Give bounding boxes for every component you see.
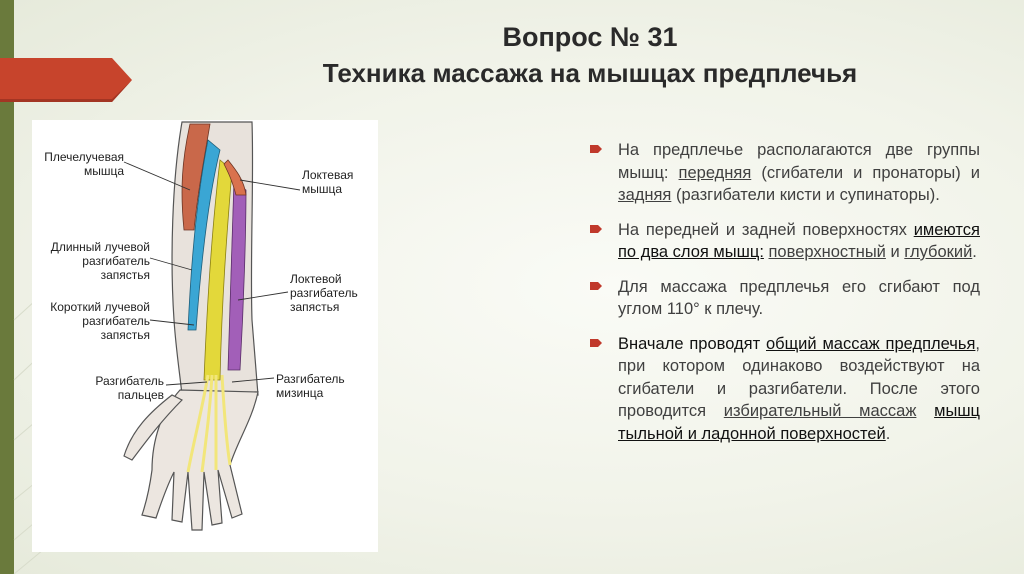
bullet-item [590,139,980,207]
bullet-text-segment: и [885,243,905,261]
label-ecrb-line2: разгибатель [82,314,150,328]
label-ecrl-line1: Длинный лучевой [50,240,150,254]
bullet-text-segment: мышц тыльной и ладонной поверхностей [618,402,980,443]
bullet-text-segment: общий массаж предплечья [765,334,976,353]
bullet-text-segment: избирательный массаж [723,402,917,420]
bullet-text-segment: Для массажа предплечья его сгибают под углом 110° к плечу. [618,277,980,318]
label-anconeus-line1: Локтевая [302,168,354,182]
forearm-muscles-figure [32,120,378,552]
label-edc-line1: Разгибатель [95,374,164,388]
bullet-arrow-icon [590,142,604,156]
label-ecrl [32,240,150,282]
bullet-text-segment: . [885,424,891,443]
bullet-text-segment: (сгибатели и пронаторы) и [751,163,980,182]
label-edc-line2: пальцев [117,388,164,402]
bullet-arrow-icon [590,336,604,350]
bullet-item [590,333,980,446]
bullet-text-segment: (разгибатели кисти и супинаторы). [671,186,940,204]
bullet-text-segment: глубокий [904,243,973,261]
label-brachioradialis-line1: Плечелучевая [44,150,124,164]
bullet-text-segment: , при котором одинаково воздействуют на сгибатели и разгибатели. После этого проводится [618,334,980,420]
label-edm [276,372,378,400]
title-question-number: Вопрос № 31 [502,22,678,52]
label-anconeus [302,168,378,196]
slide-title [240,18,940,90]
bullet-text-segment: Вначале проводят [618,334,766,353]
bullet-arrow-icon [590,222,604,236]
bullet-text-segment: имеются по два слоя мышц: [618,220,980,261]
label-ecrb-line3: запястья [100,328,150,342]
title-topic: Техника массажа на мышцах предплечья [322,58,858,88]
bullet-text-segment: задняя [618,186,672,204]
bullet-item [590,219,980,264]
bullet-list [590,139,980,457]
bullet-text-segment: На передней и задней поверхностях [618,220,914,239]
label-ecrb-line1: Короткий лучевой [50,300,150,314]
label-edm-line1: Разгибатель [276,372,345,386]
label-brachioradialis-line2: мышца [83,164,124,178]
bullet-text-segment: передняя [678,163,752,182]
accent-arrow-tab [0,58,132,102]
label-ecrl-line2: разгибатель [82,254,150,268]
bullet-text-segment [916,402,934,420]
label-edm-line2: мизинца [276,386,324,400]
bullet-text-segment: поверхностный [768,243,886,261]
bullet-text-segment: . [972,243,977,261]
bullet-item [590,276,980,321]
label-ecu [290,272,378,314]
bullet-arrow-icon [590,279,604,293]
label-ecu-line2: разгибатель [290,286,358,300]
label-ecrl-line3: запястья [100,268,150,282]
label-ecrb [32,300,150,342]
label-ecu-line1: Локтевой [290,272,342,286]
label-brachioradialis [32,150,124,178]
label-edc [32,374,164,402]
bullet-text-segment: На предплечье располагаются две группы мышц: [618,141,980,182]
label-ecu-line3: запястья [290,300,340,314]
label-anconeus-line2: мышца [302,182,343,196]
